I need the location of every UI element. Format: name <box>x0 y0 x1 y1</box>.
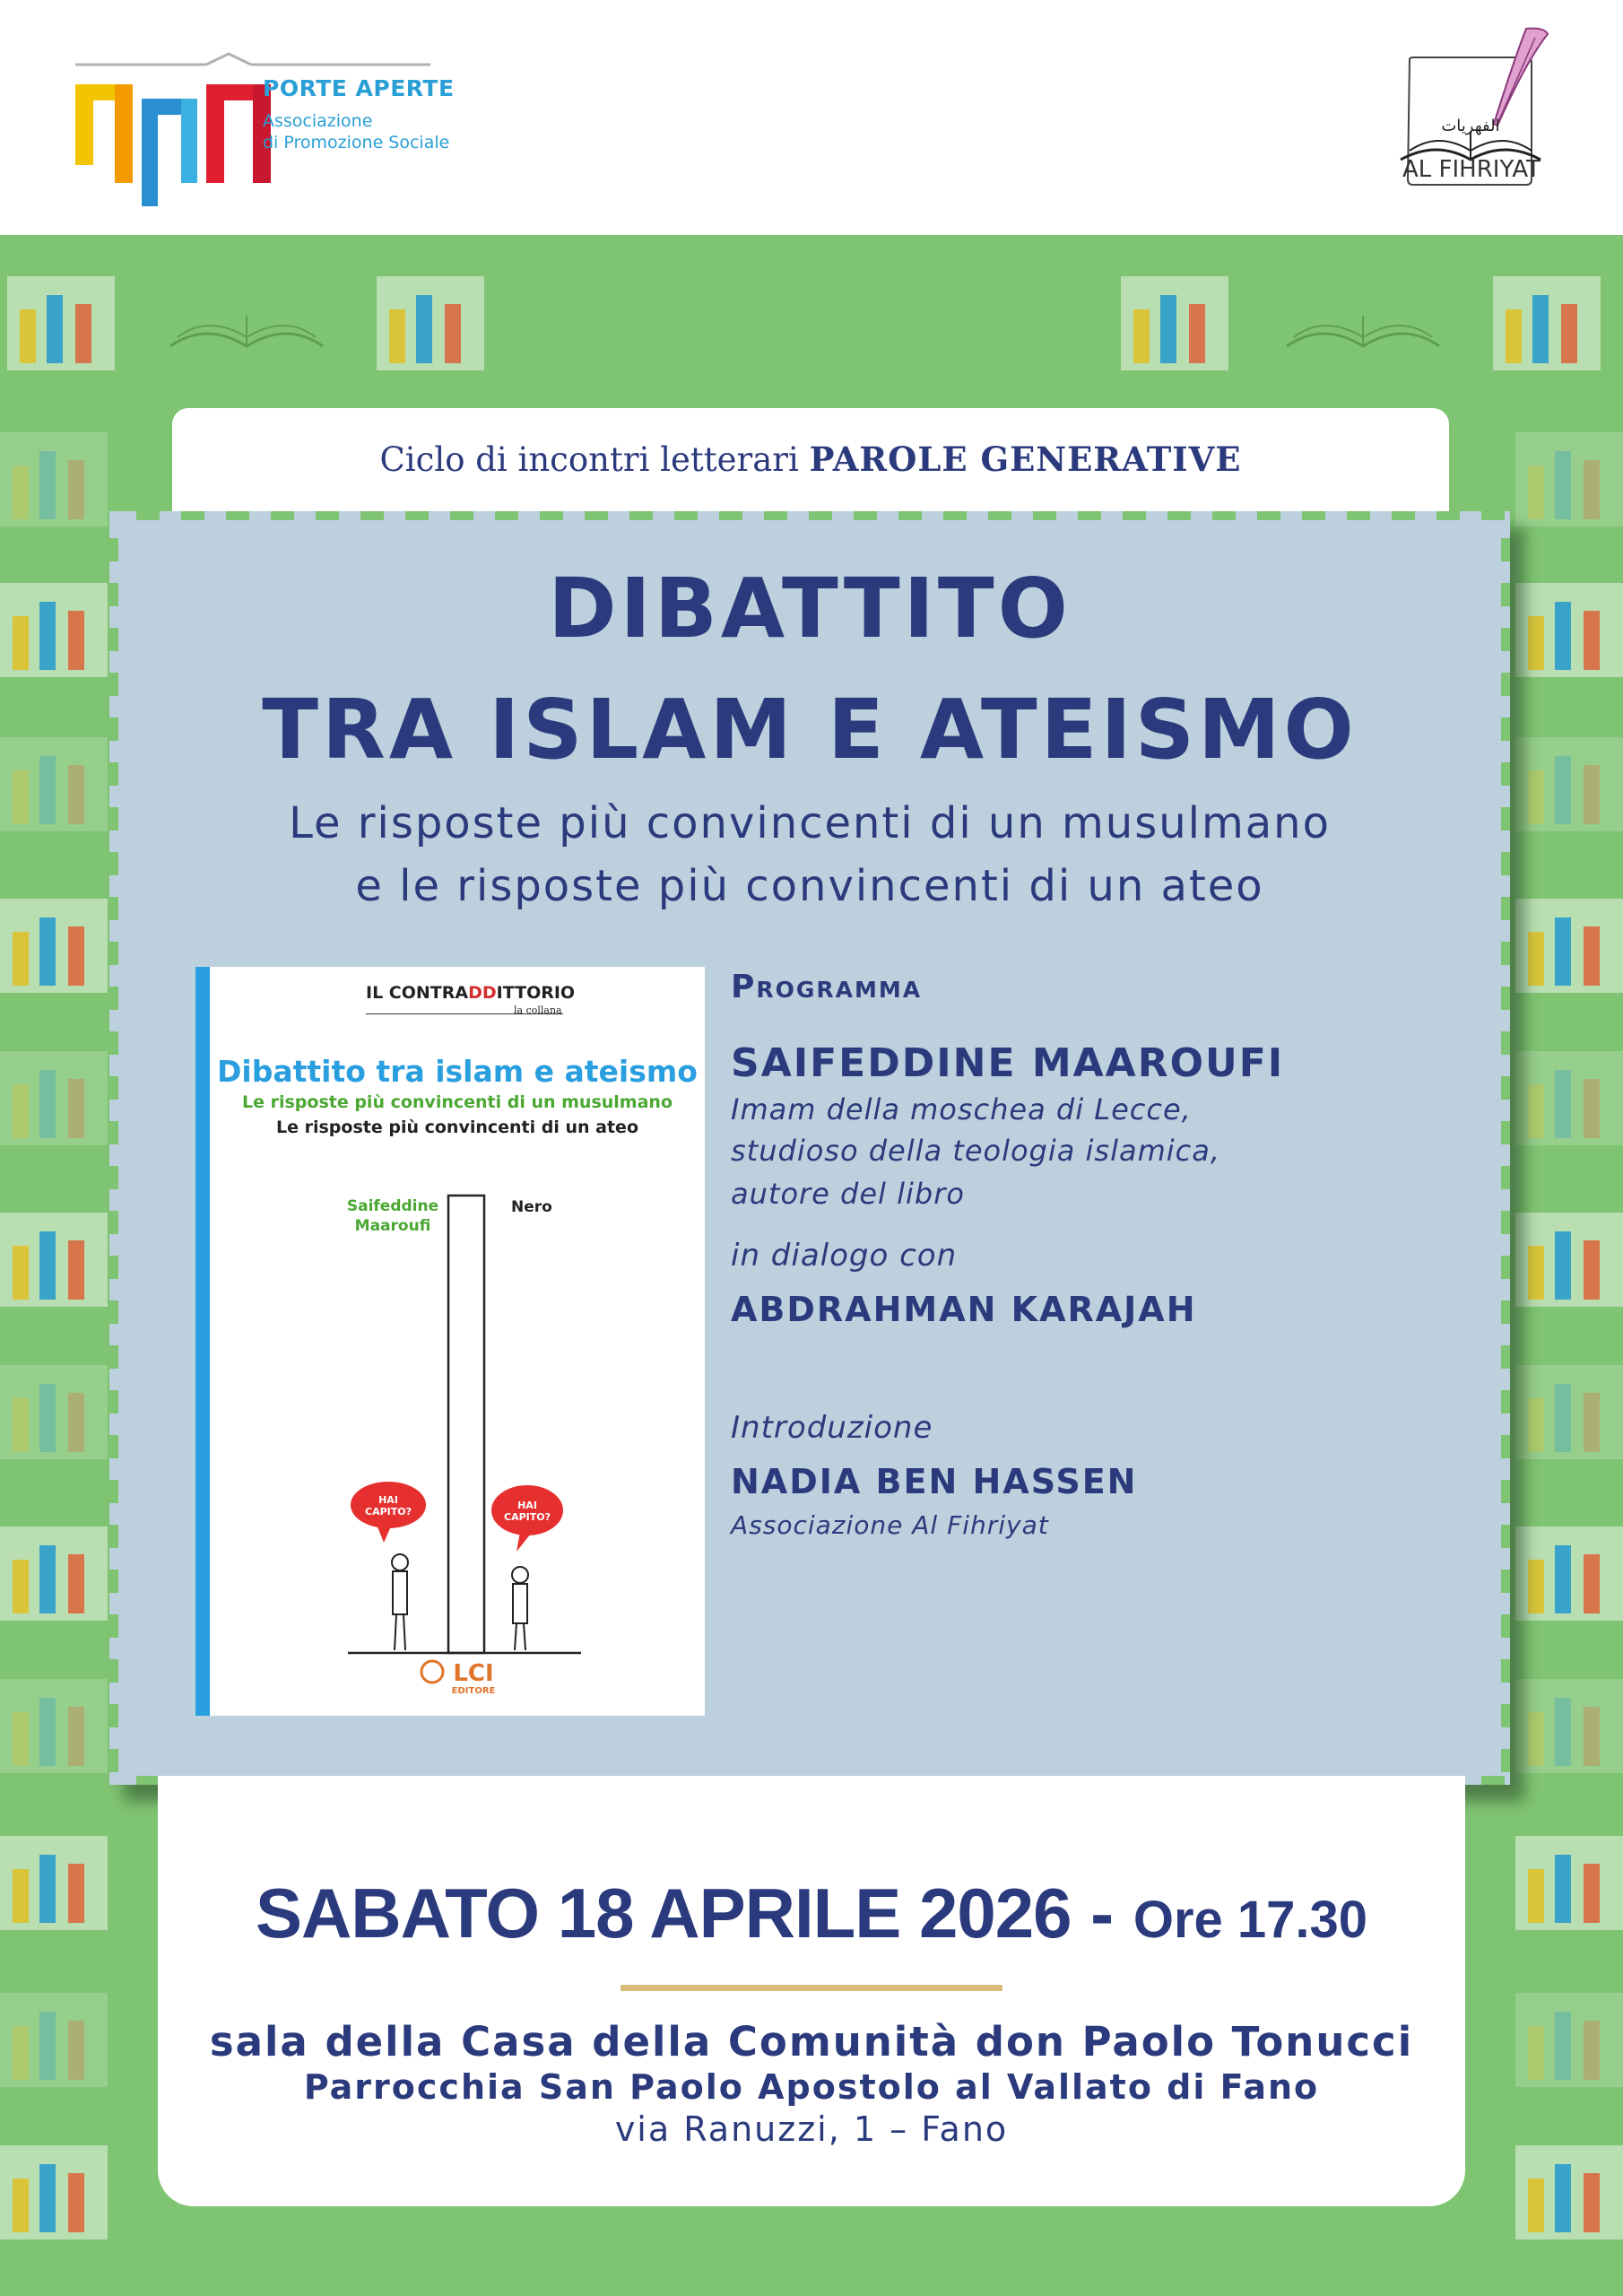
speaker-3-name: NADIA BEN HASSEN <box>731 1462 1138 1501</box>
stamp-perforation <box>109 942 118 965</box>
stamp-perforation <box>271 511 294 520</box>
stamp-perforation <box>109 1166 118 1189</box>
stamp-perforation <box>1501 1121 1510 1144</box>
title-line-2: TRA ISLAM E ATEISMO <box>262 682 1358 778</box>
cover-illustration <box>321 1191 590 1675</box>
stamp-perforation <box>109 1570 118 1593</box>
venue-line-2: Parrocchia San Paolo Apostolo al Vallato di Fano <box>303 2067 1320 2107</box>
stamp-perforation <box>585 511 608 520</box>
porte-aperte-name: PORTE APERTE <box>263 75 455 101</box>
stamp-perforation <box>1302 511 1325 520</box>
stamp-perforation <box>1392 511 1415 520</box>
logo-tile-icon <box>0 432 108 526</box>
stamp-perforation <box>1501 1166 1510 1189</box>
gold-divider <box>621 1985 1002 1991</box>
logo-tile-icon <box>0 1051 108 1145</box>
stamp-perforation <box>1501 1300 1510 1324</box>
logo-tile-icon <box>377 276 484 370</box>
stamp-perforation <box>674 511 698 520</box>
porte-aperte-subtitle-1: Associazione <box>263 111 373 131</box>
cover-subtitle-2: Le risposte più convincenti di un ateo <box>276 1118 638 1137</box>
logo-tile-icon <box>1515 1993 1623 2087</box>
logo-tile-icon <box>1515 2145 1623 2239</box>
series-name: PAROLE GENERATIVE <box>809 439 1242 479</box>
cover-subtitle-1: Le risposte più convincenti di un musulmano <box>241 1092 673 1112</box>
logo-tile-icon <box>1515 1836 1623 1930</box>
svg-text:HAI: HAI <box>378 1494 398 1506</box>
svg-text:CAPITO?: CAPITO? <box>504 1511 551 1523</box>
venue-address: via Ranuzzi, 1 – Fano <box>614 2109 1009 2149</box>
cover-blue-strip <box>195 967 210 1716</box>
venue-line-1: sala della Casa della Comunità don Paolo Tonucci <box>209 2018 1414 2066</box>
stamp-perforation <box>109 1031 118 1055</box>
stamp-perforation <box>226 511 249 520</box>
svg-text:LCI: LCI <box>453 1660 494 1687</box>
stamp-perforation <box>450 511 473 520</box>
logo-tile-icon <box>0 2145 108 2239</box>
stamp-perforation <box>109 1704 118 1727</box>
stamp-perforation <box>1481 511 1505 520</box>
logo-tile-icon <box>0 1213 108 1307</box>
speaker-2-name: ABDRAHMAN KARAJAH <box>731 1290 1197 1329</box>
stamp-perforation <box>495 511 518 520</box>
al-fihriyat-name: AL FIHRIYAT <box>1402 156 1541 183</box>
introduction-label: Introduzione <box>731 1410 933 1446</box>
stamp-perforation <box>1123 511 1146 520</box>
speaker-1-name: SAIFEDDINE MAAROUFI <box>731 1040 1285 1086</box>
stamp-perforation <box>109 538 118 561</box>
stamp-perforation <box>1501 1435 1510 1458</box>
stamp-perforation <box>764 511 787 520</box>
logo-tile-icon <box>1515 1526 1623 1621</box>
al-fihriyat-arabic: الفهريات <box>1441 117 1500 135</box>
logo-tile-icon <box>0 1526 108 1621</box>
stamp-perforation <box>109 987 118 1010</box>
logo-tile-icon <box>0 1365 108 1459</box>
logo-tile-icon <box>1515 432 1623 526</box>
speaker-1-role-3: autore del libro <box>731 1177 965 1211</box>
stamp-perforation <box>629 511 653 520</box>
svg-text:HAI: HAI <box>517 1500 537 1511</box>
porte-aperte-subtitle-2: di Promozione Sociale <box>263 133 450 152</box>
stamp-perforation <box>136 511 160 520</box>
stamp-perforation <box>1501 1480 1510 1503</box>
logo-tile-icon <box>1515 1679 1623 1773</box>
stamp-perforation <box>1257 511 1280 520</box>
header <box>0 0 1623 235</box>
stamp-perforation <box>1501 1390 1510 1413</box>
logo-tile-icon <box>0 737 108 831</box>
logo-tile-icon <box>1121 276 1228 370</box>
series-heading <box>172 439 1449 479</box>
stamp-perforation <box>1501 1076 1510 1100</box>
logo-tile-icon <box>0 1836 108 1930</box>
stamp-perforation <box>1436 511 1460 520</box>
subtitle-line-1: Le risposte più convincenti di un musulmano <box>289 798 1331 848</box>
cover-author-2: Nero <box>511 1198 552 1216</box>
stamp-perforation <box>898 511 922 520</box>
series-prefix: Ciclo di incontri letterari <box>379 440 799 479</box>
stamp-perforation <box>109 1121 118 1144</box>
stamp-perforation <box>360 511 384 520</box>
stamp-perforation <box>136 1776 160 1785</box>
stamp-perforation <box>1212 511 1236 520</box>
event-date <box>158 1873 1465 1954</box>
book-cover <box>195 967 705 1716</box>
logo-tile-icon <box>0 1993 108 2087</box>
stamp-perforation <box>1481 1776 1505 1785</box>
stamp-perforation <box>109 1749 118 1772</box>
stamp-perforation <box>1501 1704 1510 1727</box>
svg-text:CAPITO?: CAPITO? <box>365 1506 412 1518</box>
stamp-perforation <box>943 511 967 520</box>
logo-tile-icon <box>1515 1213 1623 1307</box>
logo-tile-icon <box>1515 583 1623 677</box>
stamp-perforation <box>1501 1211 1510 1234</box>
stamp-perforation <box>1501 1525 1510 1548</box>
stamp-perforation <box>1501 1345 1510 1369</box>
cover-series-name: IL CONTRADDITTORIO <box>366 983 576 1003</box>
stamp-perforation <box>1501 1749 1510 1772</box>
stamp-perforation <box>719 511 742 520</box>
speaker-3-association: Associazione Al Fihriyat <box>731 1510 1049 1540</box>
logo-tile-icon <box>7 276 115 370</box>
event-date-text: SABATO 18 APRILE 2026 <box>255 1874 1072 1952</box>
stamp-perforation <box>109 1390 118 1413</box>
logo-tile-icon <box>0 899 108 993</box>
stamp-perforation <box>1501 1031 1510 1055</box>
stamp-perforation <box>109 1614 118 1638</box>
subtitle-line-2: e le risposte più convincenti di un ateo <box>355 861 1264 911</box>
cover-series-sub: la collana <box>514 1004 562 1016</box>
stamp-perforation <box>1501 1659 1510 1683</box>
logo-tile-icon <box>0 583 108 677</box>
stamp-perforation <box>1501 987 1510 1010</box>
stamp-perforation <box>405 511 429 520</box>
stamp-perforation <box>109 1345 118 1369</box>
stamp-perforation <box>109 1256 118 1279</box>
stamp-perforation <box>109 1480 118 1503</box>
logo-tile-icon <box>1515 737 1623 831</box>
stamp-perforation <box>988 511 1011 520</box>
stamp-perforation <box>109 1525 118 1548</box>
cover-title: Dibattito tra islam e ateismo <box>217 1054 698 1089</box>
stamp-perforation <box>540 511 563 520</box>
stamp-perforation <box>1501 538 1510 561</box>
stamp-perforation <box>854 511 877 520</box>
dialog-label: in dialogo con <box>731 1238 958 1274</box>
cover-author-1: Saifeddine Maaroufi <box>346 1197 439 1235</box>
logo-tile-icon <box>1515 1365 1623 1459</box>
logo-tile-icon <box>1493 276 1601 370</box>
stamp-perforation <box>109 1300 118 1324</box>
svg-text:EDITORE: EDITORE <box>451 1686 496 1696</box>
stamp-perforation <box>109 1076 118 1100</box>
stamp-perforation <box>1078 511 1101 520</box>
open-book-icon <box>161 296 332 359</box>
stamp-perforation <box>109 1211 118 1234</box>
speaker-1-role-1: Imam della moschea di Lecce, <box>731 1092 1192 1126</box>
logo-tile-icon <box>1515 899 1623 993</box>
event-time: Ore 17.30 <box>1133 1891 1368 1949</box>
stamp-perforation <box>809 511 832 520</box>
event-date-separator: - <box>1071 1874 1133 1952</box>
speaker-1-role-2: studioso della teologia islamica, <box>731 1134 1221 1168</box>
publisher-logo-icon <box>418 1656 508 1697</box>
stamp-perforation <box>109 1659 118 1683</box>
logo-tile-icon <box>0 1679 108 1773</box>
stamp-perforation <box>109 1435 118 1458</box>
program-label: Programma <box>731 969 923 1005</box>
stamp-perforation <box>316 511 339 520</box>
stamp-perforation <box>1033 511 1056 520</box>
stamp-perforation <box>1501 1614 1510 1638</box>
stamp-perforation <box>1347 511 1370 520</box>
logo-tile-icon <box>1515 1051 1623 1145</box>
stamp-perforation <box>1501 1570 1510 1593</box>
stamp-perforation <box>1167 511 1191 520</box>
title-line-1: DIBATTITO <box>548 561 1072 657</box>
stamp-perforation <box>181 511 204 520</box>
open-book-icon <box>1278 296 1448 359</box>
stamp-perforation <box>1501 1256 1510 1279</box>
stamp-perforation <box>1501 942 1510 965</box>
